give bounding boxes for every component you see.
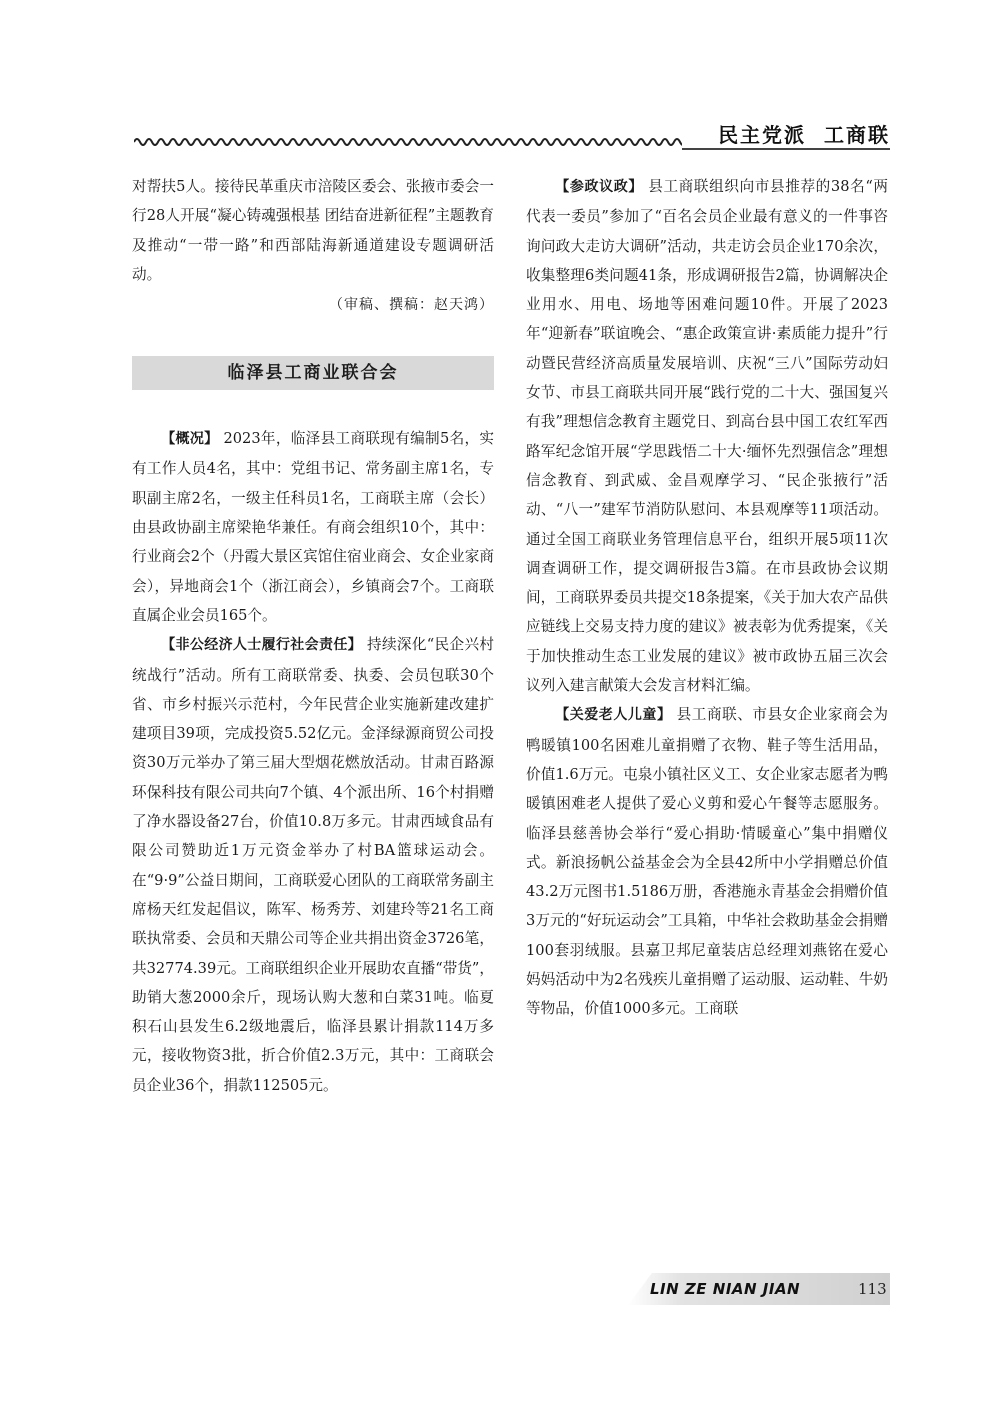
author-signature: （审稿、撰稿：赵天鸿） — [329, 297, 494, 314]
org-title-banner — [132, 356, 494, 390]
right-column — [526, 172, 888, 1024]
left-column — [132, 172, 494, 1100]
care-keyword: 【关爱老人儿童】 — [555, 707, 672, 724]
social-paragraph — [132, 630, 494, 1100]
social-text: 持续深化“民企兴村统战行”活动。所有工商联常委、执委、会员包联30个省、市乡村振兴示范村，今年民营企业实施新建改建扩建项目39项，完成投资5.52亿元。金泽绿源商贸公司投资30万元举办了第三届大型烟花燃放活动。甘肃百路源环保科技有限公司共向7个镇、4个派出所、16个村捐赠了净水器设备27台，价值10.8万多元。甘肃西域食品有限公司赞助近1万元资金举办了村BA篮球运动会。在“9·9”公益日期间，工商联爱心团队的工商联常务副主席杨天红发起倡议，陈军、杨秀芳、刘建玲等21名工商联执常委、会员和天鼎公司等企业共捐出资金3726笔，共32774.39元。工商联组织企业开展助农直播“带货”，助销大葱2000余斤，现场认购大葱和白菜31吨。临夏积石山县发生6.2级地震后，临泽县累计捐款114万多元，接收物资3批，折合价值2.3万元，其中：工商联会员企业36个，捐款112505元。 — [132, 636, 494, 1094]
social-keyword: 【非公经济人士履行社会责任】 — [161, 637, 363, 654]
overview-keyword: 【概况】 — [161, 431, 219, 448]
section-header — [134, 116, 890, 152]
org-title: 临泽县工商业联合会 — [227, 362, 399, 383]
politics-keyword: 【参政议政】 — [555, 179, 643, 195]
intro-paragraph: 对帮扶5人。接待民革重庆市涪陵区委会、张掖市委会一行28人开展“凝心铸魂强根基 团结奋进新征程”主题教育及推动“一带一路”和西部陆海新通道建设专题调研活动。 — [132, 178, 494, 283]
magazine-name: LIN ZE NIAN JIAN — [650, 1280, 801, 1298]
overview-paragraph — [132, 424, 494, 630]
title-underline — [682, 148, 890, 150]
politics-paragraph — [526, 172, 888, 700]
politics-text: 县工商联组织向市县推荐的38名“两代表一委员”参加了“百名会员企业最有意义的一件事咨询问政大走访大调研”活动，共走访会员企业170余次，收集整理6类问题41条，形成调研报告2篇，协调解决企业用水、用电、场地等困难问题10件。开展了2023年“迎新春”联谊晚会、“惠企政策宣讲·素质能力提升”行动暨民营经济高质量发展培训、庆祝“三八”国际劳动妇女节、市县工商联共同开展“践行党的二十大、强国复兴有我”理想信念教育主题党日、到高台县中国工农红军西路军纪念馆开展“学思践悟二十大·缅怀先烈强信念”理想信念教育、到武威、金昌观摩学习、“民企张掖行”活动、“八一”建军节消防队慰问、本县观摩等11项活动。通过全国工商联业务管理信息平台，组织开展5项11次调查调研工作，提交调研报告3篇。在市县政协会议期间，工商联界委员共提交18条提案，《关于加大农产品供应链线上交易支持力度的建议》被表彰为优秀提案，《关于加快推动生态工业发展的建议》被市政协五届三次会议列入建言献策大会发言材料汇编。 — [526, 178, 889, 695]
section-title — [682, 116, 890, 150]
care-paragraph — [526, 700, 888, 1023]
wave-rule — [134, 136, 694, 148]
care-text: 县工商联、市县女企业家商会为鸭暖镇100名困难儿童捐赠了衣物、鞋子等生活用品，价值1.6万元。屯泉小镇社区义工、女企业家志愿者为鸭暖镇困难老人提供了爱心义剪和爱心午餐等志愿服务。临泽县慈善协会举行“爱心捐助·情暖童心”集中捐赠仪式。新浪扬帆公益基金会为全县42所中小学捐赠总价值43.2万元图书1.5186万册，香港施永青基金会捐赠价值3万元的“好玩运动会”工具箱，中华社会救助基金会捐赠100套羽绒服。县嘉卫邦尼童装店总经理刘燕铭在爱心妈妈活动中为2名残疾儿童捐赠了运动服、运动鞋、牛奶等物品，价值1000多元。工商联 — [526, 706, 888, 1018]
overview-text: 2023年，临泽县工商联现有编制5名，实有工作人员4名，其中：党组书记、常务副主席1名，专职副主席2名，一级主任科员1名，工商联主席（会长）由县政协副主席梁艳华兼任。有商会组织10个，其中：行业商会2个（丹霞大景区宾馆住宿业商会、女企业家商会），异地商会1个（浙江商会），乡镇商会7个。工商联直属企业会员165个。 — [132, 430, 494, 624]
section-title-text: 民主党派 工商联 — [718, 122, 890, 147]
page-number: 113 — [858, 1280, 887, 1298]
